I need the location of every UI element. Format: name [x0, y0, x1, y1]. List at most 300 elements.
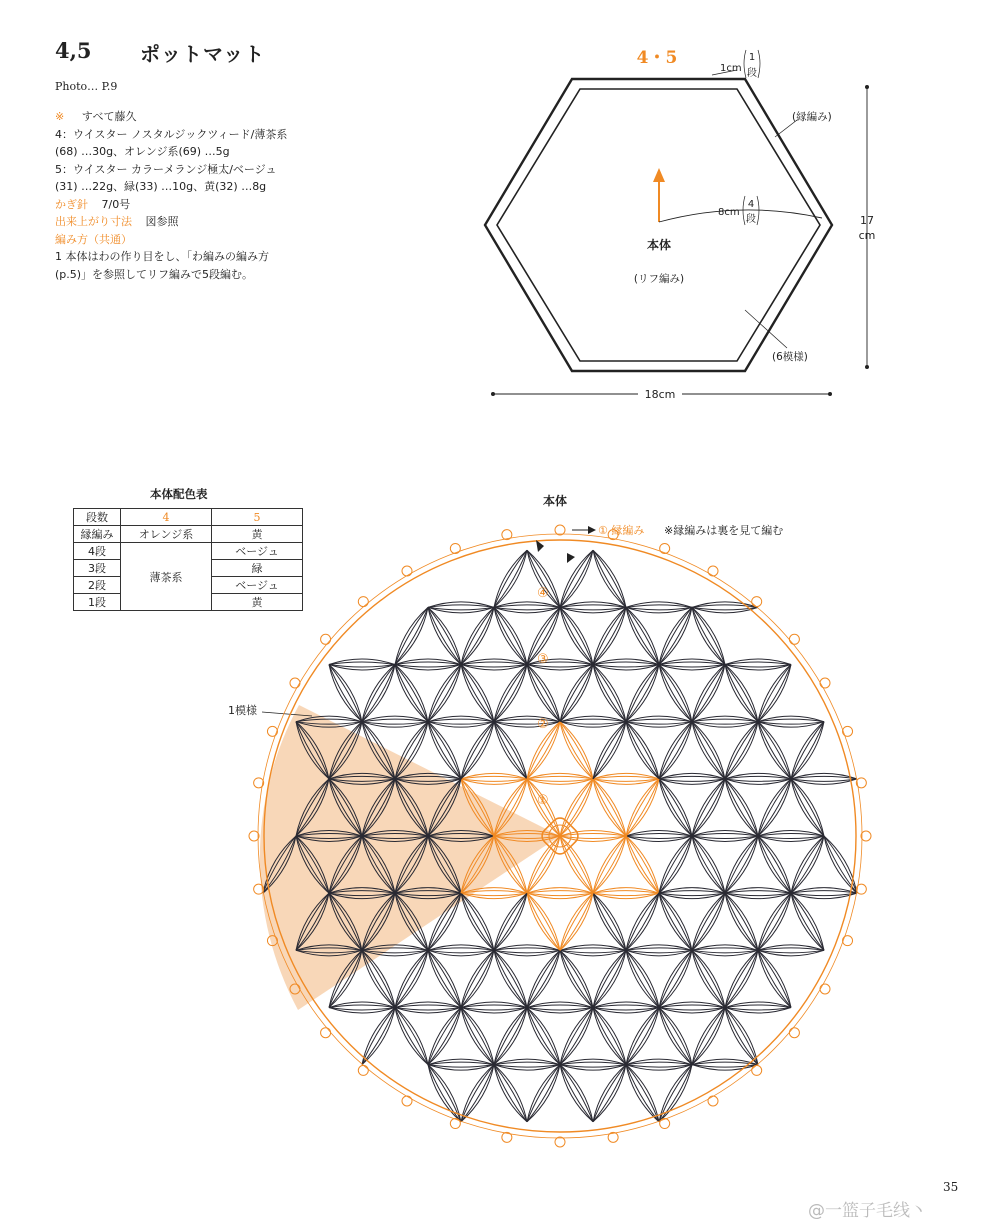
edge-round-label: ① 縁編み — [598, 524, 645, 537]
stitch-petal — [758, 722, 791, 779]
stitch-petal — [461, 722, 494, 779]
edge-picot — [660, 543, 670, 553]
cell-5: ベージュ — [212, 543, 303, 560]
edge-picot — [321, 1028, 331, 1038]
stitch-petal — [428, 607, 461, 664]
edge-picot — [856, 884, 866, 894]
stitch-petal — [560, 605, 626, 608]
stitch-petal — [725, 1007, 791, 1010]
chart-title: 本体 — [542, 494, 568, 508]
stitch-petal — [494, 550, 527, 607]
stitch-petal — [626, 665, 659, 722]
edge-picot — [660, 1119, 670, 1129]
stitch-petal — [659, 893, 692, 950]
stitch-petal — [494, 607, 527, 664]
stitch-petal — [758, 836, 791, 893]
stitch-petal — [395, 665, 428, 722]
stitch-petal — [362, 719, 428, 722]
stitch-petal — [692, 1007, 725, 1064]
stitch-petal — [560, 950, 593, 1007]
watermark: @一篮子毛线丶 — [808, 1201, 927, 1221]
stitch-petal — [659, 662, 725, 665]
stitch-petal — [560, 665, 593, 722]
stitch-petal — [395, 1007, 428, 1064]
stitch-petal — [428, 607, 461, 664]
stitch-petal — [593, 550, 626, 607]
stitch-petal — [626, 950, 659, 1007]
stitch-petal — [560, 722, 593, 779]
stitch-petal — [659, 893, 725, 896]
stitch-petal — [758, 950, 791, 1007]
stitch-petal — [692, 665, 725, 722]
stitch-petal — [725, 722, 758, 779]
stitch-petal — [659, 779, 692, 836]
stitch-petal — [560, 1007, 593, 1064]
stitch-petal — [593, 607, 626, 664]
stitch-petal — [395, 950, 428, 1007]
stitch-petal — [659, 1007, 692, 1064]
edge-picot — [752, 597, 762, 607]
stitch-petal — [758, 722, 791, 779]
stitch-petal — [626, 719, 692, 722]
stitch-petal — [527, 665, 560, 722]
stitch-petal — [527, 950, 560, 1007]
cell-5: 黄 — [212, 526, 303, 543]
stitch-petal — [527, 893, 560, 950]
stitch-petal — [725, 893, 791, 896]
stitch-petal — [593, 779, 626, 836]
edge-picot — [856, 778, 866, 788]
stitch-petal — [560, 550, 593, 607]
stitch-petal — [494, 550, 527, 607]
stitch-petal — [494, 665, 527, 722]
stitch-petal — [395, 665, 428, 722]
stitch-petal — [461, 779, 527, 782]
stitch-petal — [560, 948, 626, 951]
stitch-petal — [461, 665, 527, 668]
stitch-petal — [494, 722, 527, 779]
stitch-petal — [791, 722, 824, 779]
stitch-petal — [593, 1007, 626, 1064]
stitch-petal — [428, 950, 461, 1007]
stitch-petal — [494, 607, 527, 664]
row-label: 4段 — [74, 543, 121, 560]
stitch-petal — [560, 1007, 593, 1064]
stitch-petal — [725, 1005, 791, 1008]
stitch-petal — [362, 1007, 395, 1064]
hexagon-diagram — [485, 48, 875, 401]
edge-picot — [555, 1137, 565, 1147]
stitch-petal — [461, 665, 494, 722]
stitch-petal — [428, 1007, 461, 1064]
stitch-petal — [428, 950, 461, 1007]
stitch-petal — [725, 665, 791, 668]
stitch-petal — [494, 550, 527, 607]
stitch-petal — [494, 893, 527, 950]
stitch-petal — [428, 1007, 461, 1064]
stitch-petal — [560, 893, 593, 950]
stitch-petal — [428, 1062, 494, 1065]
stitch-petal — [494, 1065, 560, 1068]
stitch-petal — [461, 607, 494, 664]
stitch-petal — [494, 1065, 527, 1122]
stitch-petal — [626, 779, 659, 836]
radius-bracket-right — [757, 196, 759, 225]
stitch-petal — [560, 607, 626, 610]
stitch-petal — [560, 665, 593, 722]
stitch-petal — [560, 722, 626, 725]
stitch-petal — [659, 665, 725, 668]
stitch-petal — [593, 950, 626, 1007]
stitch-petal — [758, 722, 824, 725]
stitch-petal — [428, 665, 461, 722]
stitch-petal — [692, 722, 758, 725]
stitch-petal — [362, 665, 395, 722]
stitch-petal — [791, 893, 824, 950]
stitch-petal — [626, 607, 659, 664]
stitch-petal — [692, 836, 725, 893]
stitch-petal — [758, 948, 824, 951]
stitch-petal — [626, 605, 692, 608]
stitch-petal — [692, 722, 725, 779]
edge-picot — [708, 1096, 718, 1106]
stitch-petal — [692, 893, 725, 950]
stitch-petal — [428, 722, 461, 779]
hook-value: 7/0号 — [101, 197, 131, 211]
pattern-number: 4,5 — [55, 38, 92, 63]
stitch-petal — [692, 665, 725, 722]
repeat-leader — [745, 310, 787, 348]
stitch-petal — [758, 665, 791, 722]
header-col-5: 5 — [212, 509, 303, 526]
stitch-petal — [362, 1007, 395, 1064]
stitch-petal — [395, 665, 428, 722]
stitch-petal — [593, 893, 626, 950]
edge-picot — [502, 1132, 512, 1142]
edge-picot — [752, 1065, 762, 1075]
stitch-petal — [428, 665, 461, 722]
stitch-petal — [758, 665, 791, 722]
repeat-label: (6模様) — [772, 351, 808, 363]
stitch-petal — [494, 893, 527, 950]
start-marker-icon — [536, 540, 544, 552]
stitch-petal — [560, 836, 593, 893]
stitch-petal — [692, 893, 725, 950]
stitch-petal — [659, 950, 692, 1007]
edge-picot — [358, 597, 368, 607]
stitch-petal — [593, 950, 626, 1007]
stitch-petal — [527, 1007, 593, 1010]
stitch-petal — [527, 665, 560, 722]
stitch-petal — [494, 893, 527, 950]
stitch-petal — [626, 722, 692, 725]
edge-picot — [358, 1065, 368, 1075]
stitch-petal — [494, 1007, 527, 1064]
cell-5: ベージュ — [212, 577, 303, 594]
stitch-petal — [593, 1005, 659, 1008]
stitch-petal — [428, 950, 461, 1007]
stitch-petal — [494, 605, 560, 608]
stitch-petal — [395, 1007, 428, 1064]
stitch-petal — [527, 1065, 560, 1122]
stitch-petal — [626, 665, 659, 722]
stitch-petal — [395, 607, 428, 664]
stitch-petal — [560, 779, 593, 836]
stitch-petal — [692, 836, 758, 839]
material-line-1: 4：ウイスター ノスタルジックツィード/薄茶系 — [55, 127, 288, 141]
stitch-petal — [725, 1007, 758, 1064]
edge-picot — [861, 831, 871, 841]
stitch-petal — [428, 605, 494, 608]
stitch-petal — [725, 722, 758, 779]
stitch-petal — [659, 1007, 692, 1064]
stitch-petal — [593, 950, 626, 1007]
edge-note: ※縁編みは裏を見て編む — [664, 524, 784, 537]
stitch-petal — [725, 950, 758, 1007]
round-marker-4: ④ — [537, 586, 549, 601]
hexagon-inner — [497, 89, 820, 361]
stitch-petal — [725, 950, 758, 1007]
stitch-petal — [362, 722, 428, 725]
edge-picot — [843, 936, 853, 946]
edge-stitch-label: (縁編み) — [792, 111, 832, 123]
stitch-petal — [428, 948, 494, 951]
stitch-petal — [626, 1062, 692, 1065]
stitch-petal — [725, 836, 758, 893]
stitch-petal — [527, 1005, 593, 1008]
edge-rows-unit: 段 — [747, 68, 757, 79]
stitch-petal — [560, 1007, 593, 1064]
stitch-petal — [329, 1007, 395, 1010]
stitch-petal — [659, 665, 692, 722]
stitch-petal — [560, 836, 593, 893]
stitch-petal — [593, 836, 626, 893]
stitch-petal — [692, 607, 725, 664]
stitch-petal — [758, 779, 791, 836]
edge-bracket-right — [758, 50, 760, 78]
stitch-petal — [725, 779, 758, 836]
stitch-petal — [692, 665, 725, 722]
stitch-petal — [791, 836, 824, 893]
stitch-petal — [659, 722, 692, 779]
stitch-petal — [428, 950, 494, 953]
stitch-petal — [494, 607, 527, 664]
round-marker-1: ① — [537, 793, 549, 808]
stitch-petal — [725, 893, 758, 950]
stitch-petal — [527, 893, 560, 950]
edge-picot — [843, 726, 853, 736]
stitch-petal — [725, 950, 758, 1007]
stitch-petal — [461, 722, 494, 779]
edge-arrowhead-icon — [588, 526, 596, 534]
stitch-petal — [758, 836, 824, 839]
stitch-petal — [659, 779, 725, 782]
stitch-petal — [692, 836, 725, 893]
edge-picot — [402, 1096, 412, 1106]
stitch-petal — [560, 950, 626, 953]
stitch-petal — [527, 779, 593, 782]
stitch-petal — [626, 722, 659, 779]
stitch-petal — [692, 893, 725, 950]
stitch-petal — [626, 607, 659, 664]
stitch-petal — [659, 950, 692, 1007]
stitch-petal — [593, 665, 626, 722]
stitch-petal — [461, 1007, 494, 1064]
stitch-petal — [395, 1007, 428, 1064]
stitch-petal — [560, 607, 593, 664]
stitch-petal — [461, 893, 494, 950]
edge-picot — [555, 525, 565, 535]
stitch-petal — [725, 779, 758, 836]
stitch-petal — [659, 836, 692, 893]
asterisk-icon: ※ — [55, 110, 65, 123]
stitch-petal — [560, 1065, 593, 1122]
stitch-petal — [692, 607, 725, 664]
stitch-petal — [428, 1065, 494, 1068]
stitch-petal — [725, 836, 758, 893]
stitch-petal — [527, 893, 560, 950]
stitch-petal — [758, 950, 791, 1007]
pattern-title: ポットマット — [140, 42, 266, 66]
edge-picot — [789, 634, 799, 644]
stitch-petal — [692, 836, 725, 893]
stitch-petal — [428, 722, 461, 779]
stitch-petal — [659, 607, 692, 664]
stitch-petal — [395, 662, 461, 665]
stitch-petal — [593, 891, 659, 894]
stitch-petal — [395, 607, 428, 664]
stitch-petal — [692, 722, 725, 779]
stitch-petal — [560, 722, 593, 779]
stitch-petal — [593, 1007, 626, 1064]
stitch-petal — [692, 779, 725, 836]
stitch-petal — [560, 665, 593, 722]
stitch-petal — [560, 893, 593, 950]
stitch-petal — [560, 607, 593, 664]
stitch-petal — [758, 893, 791, 950]
stitch-petal — [659, 950, 692, 1007]
stitch-petal — [395, 665, 461, 668]
stitch-petal — [692, 779, 725, 836]
stitch-petal — [593, 607, 626, 664]
stitch-petal — [659, 779, 692, 836]
stitch-petal — [560, 779, 593, 836]
radius-rows-unit: 段 — [746, 214, 756, 225]
stitch-petal — [626, 1065, 659, 1122]
stitch-petal — [659, 950, 692, 1007]
stitch-petal — [461, 776, 527, 779]
stitch-petal — [791, 779, 824, 836]
stitch-petal — [560, 779, 593, 836]
stitch-petal — [494, 607, 560, 610]
stitch-petal — [461, 893, 494, 950]
stitch-petal — [659, 1005, 725, 1008]
stitch-petal — [494, 607, 527, 664]
stitch-petal — [593, 893, 626, 950]
stitch-petal — [626, 950, 659, 1007]
stitch-petal — [329, 665, 362, 722]
stitch-petal — [494, 950, 527, 1007]
material-line-2: (68) …30g、オレンジ系(69) …5g — [55, 145, 230, 158]
stitch-petal — [593, 836, 626, 893]
stitch-petal — [593, 607, 626, 664]
row-label: 1段 — [74, 594, 121, 611]
stitch-petal — [560, 779, 593, 836]
repeat-label: 1模様 — [228, 704, 257, 717]
stitch-petal — [626, 1065, 659, 1122]
stitch-petal — [329, 665, 362, 722]
stitch-petal — [593, 893, 626, 950]
stitch-petal — [692, 950, 725, 1007]
stitch-petal — [494, 1062, 560, 1065]
edge-picot — [249, 831, 259, 841]
stitch-petal — [593, 722, 626, 779]
stitch-petal — [527, 1007, 560, 1064]
end-marker-icon — [567, 553, 575, 563]
stitch-petal — [593, 550, 626, 607]
stitch-petal — [395, 607, 428, 664]
stitch-petal — [461, 950, 494, 1007]
stitch-petal — [527, 893, 560, 950]
stitch-petal — [626, 950, 659, 1007]
stitch-petal — [725, 836, 758, 893]
stitch-petal — [626, 1007, 659, 1064]
stitch-petal — [758, 893, 791, 950]
method-step-1: 1 本体はわの作り目をし、「わ編みの編み方 — [55, 250, 269, 263]
stitch-petal — [725, 779, 758, 836]
stitch-petal — [494, 722, 560, 725]
stitch-petal — [560, 950, 593, 1007]
stitch-petal — [395, 607, 428, 664]
stitch-petal — [560, 722, 593, 779]
stitch-petal — [725, 891, 791, 894]
stitch-petal — [593, 779, 659, 782]
stitch-petal — [395, 950, 428, 1007]
stitch-petal — [659, 836, 692, 893]
color-table-title: 本体配色表 — [150, 487, 208, 501]
stitch-petal — [560, 950, 593, 1007]
stitch-petal — [692, 836, 725, 893]
stitch-petal — [494, 665, 527, 722]
stitch-petal — [461, 1065, 494, 1122]
stitch-petal — [791, 776, 857, 779]
stitch-petal — [758, 950, 791, 1007]
edge-picot — [254, 778, 264, 788]
stitch-petal — [494, 948, 560, 951]
stitch-petal — [692, 950, 725, 1007]
table-row — [74, 526, 303, 543]
size-label: 出来上がり寸法 — [55, 215, 132, 228]
stitch-petal — [395, 1005, 461, 1008]
stitch-petal — [659, 665, 692, 722]
stitch-petal — [758, 950, 791, 1007]
stitch-petal — [725, 779, 791, 782]
cell-5: 黄 — [212, 594, 303, 611]
material-line-3: 5：ウイスター カラーメランジ極太/ベージュ — [55, 162, 277, 176]
stitch-petal — [758, 779, 791, 836]
stitch-petal — [395, 1007, 461, 1010]
stitch-petal — [626, 836, 659, 893]
stitch-petal — [560, 722, 593, 779]
stitch-petal — [461, 662, 527, 665]
stitch-petal — [659, 893, 692, 950]
stitch-petal — [428, 950, 461, 1007]
stitch-petal — [461, 1007, 494, 1064]
stitch-petal — [329, 662, 395, 665]
stitch-petal — [593, 1065, 626, 1122]
stitch-petal — [659, 776, 725, 779]
size-value: 図参照 — [145, 215, 179, 228]
